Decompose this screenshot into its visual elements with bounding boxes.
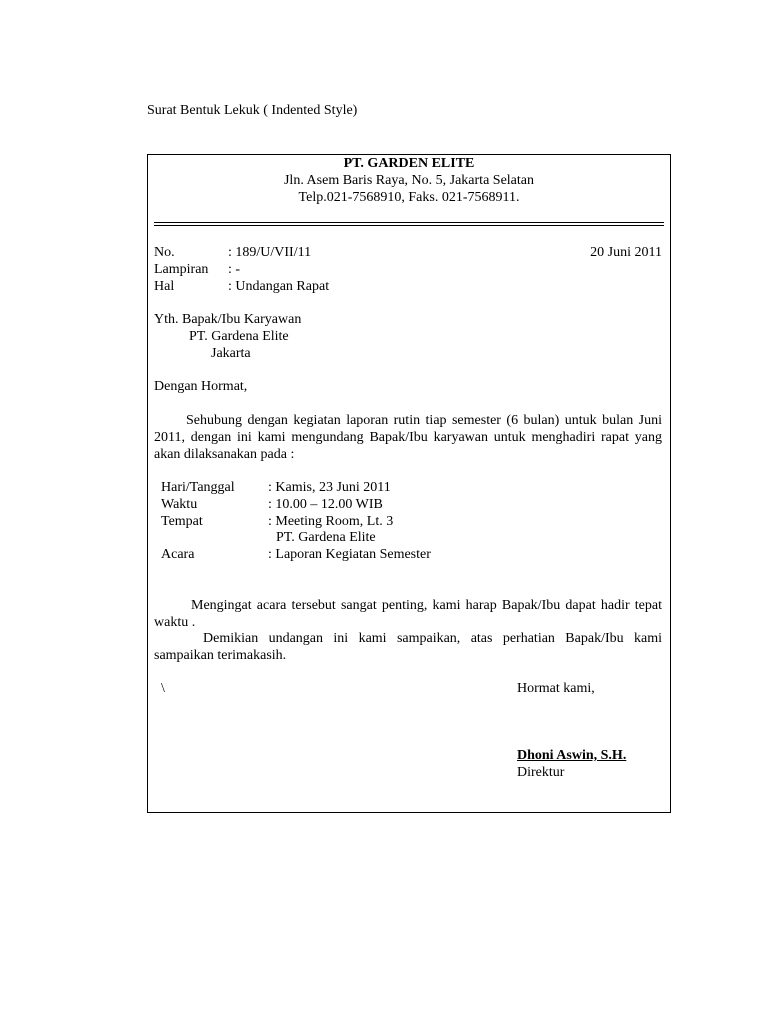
recipient-line: Yth. Bapak/Ibu Karyawan: [154, 312, 302, 327]
company-address: Jln. Asem Baris Raya, No. 5, Jakarta Selatan: [283, 173, 534, 188]
recipient-company: PT. Gardena Elite: [189, 329, 289, 344]
event-value-agenda: : Laporan Kegiatan Semester: [268, 547, 431, 562]
event-value-time: : 10.00 – 12.00 WIB: [268, 497, 383, 512]
meta-label-attachment: Lampiran: [154, 262, 209, 277]
event-value-place: : Meeting Room, Lt. 3: [268, 514, 394, 529]
company-contact: Telp.021-7568910, Faks. 021-7568911.: [298, 190, 520, 205]
signer-title: Direktur: [517, 765, 565, 780]
letterhead: [148, 155, 670, 206]
recipient-city: Jakarta: [211, 346, 251, 361]
document-heading: Surat Bentuk Lekuk ( Indented Style): [147, 103, 358, 118]
event-value-place-company: PT. Gardena Elite: [276, 530, 376, 545]
meta-label-number: No.: [154, 245, 175, 260]
event-label-time: Waktu: [161, 497, 198, 512]
signoff: Hormat kami,: [517, 681, 595, 696]
company-name: PT. GARDEN ELITE: [343, 156, 475, 171]
event-label-place: Tempat: [161, 514, 203, 529]
event-label-agenda: Acara: [161, 547, 195, 562]
event-label-date: Hari/Tanggal: [161, 480, 235, 495]
stray-mark: \: [161, 681, 165, 696]
event-value-date: : Kamis, 23 Juni 2011: [268, 480, 391, 495]
closing-paragraph-1: Mengingat acara tersebut sangat penting, kami harap Bapak/Ibu dapat hadir tepat waktu .: [154, 598, 662, 630]
letter-date: 20 Juni 2011: [590, 245, 662, 260]
letterhead-divider: [154, 222, 664, 223]
letter: [147, 154, 671, 813]
signer-name: Dhoni Aswin, S.H.: [517, 748, 627, 763]
meta-value-subject: : Undangan Rapat: [228, 279, 330, 294]
greeting: Dengan Hormat,: [154, 379, 248, 394]
meta-value-attachment: : -: [228, 262, 241, 277]
closing-paragraph-2: Demikian undangan ini kami sampaikan, atas perhatian Bapak/Ibu kami sampaikan terimakasih.: [154, 631, 662, 663]
meta-value-number: : 189/U/VII/11: [228, 245, 312, 260]
letterhead-divider-second: [154, 225, 664, 226]
body-intro: Sehubung dengan kegiatan laporan rutin tiap semester (6 bulan) untuk bulan Juni 2011, dengan ini kami mengundang Bapak/Ibu karyawan untuk menghadiri rapat yang akan dilaksanakan pada :: [154, 413, 662, 462]
meta-label-subject: Hal: [154, 279, 175, 294]
